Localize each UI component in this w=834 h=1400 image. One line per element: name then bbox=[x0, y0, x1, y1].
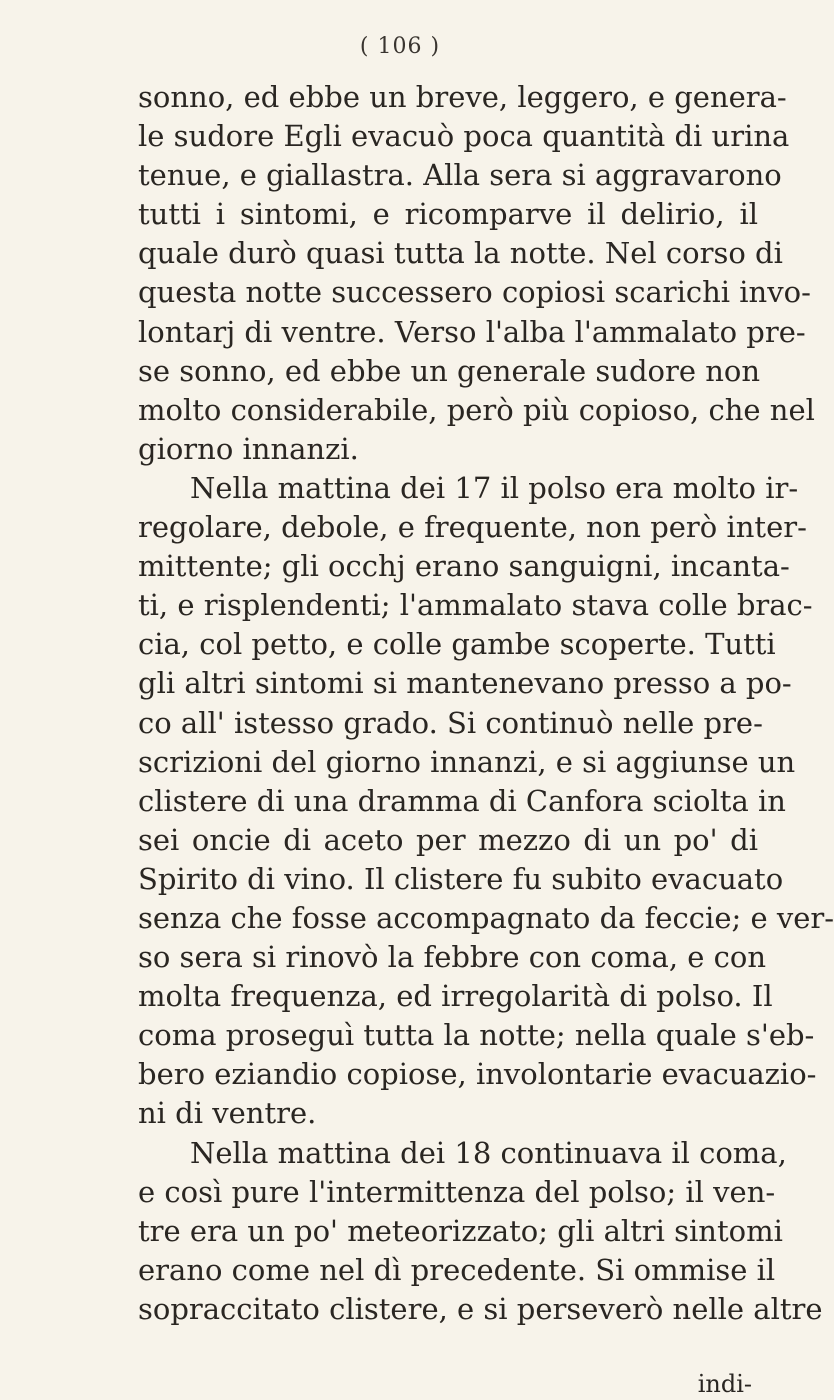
text-line: so sera si rinovò la febbre con coma, e con bbox=[138, 940, 767, 975]
text-line: coma proseguì tutta la notte; nella quale s'eb- bbox=[138, 1018, 815, 1053]
text-line: sei oncie di aceto per mezzo di un po' di bbox=[138, 822, 758, 857]
text-line: questa notte successero copiosi scarichi invo- bbox=[138, 275, 811, 310]
text-line: cia, col petto, e colle gambe scoperte. Tutti bbox=[138, 627, 776, 662]
text-line: Spirito di vino. Il clistere fu subito evacuato bbox=[138, 861, 784, 896]
text-line: le sudore Egli evacuò poca quantità di urina bbox=[138, 119, 790, 154]
text-line: co all' istesso grado. Si continuò nelle pre- bbox=[138, 705, 763, 740]
text-line: regolare, debole, e frequente, non però inter- bbox=[138, 510, 807, 545]
body-text bbox=[138, 78, 834, 1329]
text-line: molta frequenza, ed irregolarità di polso. Il bbox=[138, 979, 773, 1014]
text-line: tutti i sintomi, e ricomparve il delirio, il bbox=[138, 197, 758, 232]
text-line: se sonno, ed ebbe un generale sudore non bbox=[138, 353, 761, 388]
text-line: e così pure l'intermittenza del polso; il ven- bbox=[138, 1174, 776, 1209]
paragraph-start: Nella mattina dei 18 continuava il coma, bbox=[190, 1135, 787, 1170]
text-line: erano come nel dì precedente. Si ommise il bbox=[138, 1252, 776, 1287]
text-line: ni di ventre. bbox=[138, 1096, 317, 1131]
text-line: tre era un po' meteorizzato; gli altri sintomi bbox=[138, 1213, 783, 1248]
text-line: ti, e risplendenti; l'ammalato stava colle brac- bbox=[138, 588, 813, 623]
text-line: gli altri sintomi si mantenevano presso a po- bbox=[138, 666, 792, 701]
text-line: scrizioni del giorno innanzi, e si aggiunse un bbox=[138, 744, 796, 779]
text-line: tenue, e giallastra. Alla sera si aggravarono bbox=[138, 158, 782, 193]
text-line: molto considerabile, però più copioso, che nel bbox=[138, 392, 815, 427]
text-line: lontarj di ventre. Verso l'alba l'ammalato pre- bbox=[138, 314, 806, 349]
paragraph-start: Nella mattina dei 17 il polso era molto ir- bbox=[190, 470, 799, 505]
page-number: ( 106 ) bbox=[359, 34, 441, 59]
text-line: giorno innanzi. bbox=[138, 431, 359, 466]
text-line: clistere di una dramma di Canfora sciolta in bbox=[138, 783, 786, 818]
catchword: indi- bbox=[697, 1370, 752, 1398]
text-line: sonno, ed ebbe un breve, leggero, e genera- bbox=[138, 80, 787, 114]
text-line: bero eziandio copiose, involontarie evacuazio- bbox=[138, 1057, 817, 1092]
text-line: senza che fosse accompagnato da feccie; e ver- bbox=[138, 900, 834, 935]
text-line: sopraccitato clistere, e si perseverò nelle altre bbox=[138, 1291, 823, 1326]
text-line: mittente; gli occhj erano sanguigni, incanta- bbox=[138, 549, 790, 584]
text-line: quale durò quasi tutta la notte. Nel corso di bbox=[138, 236, 783, 271]
